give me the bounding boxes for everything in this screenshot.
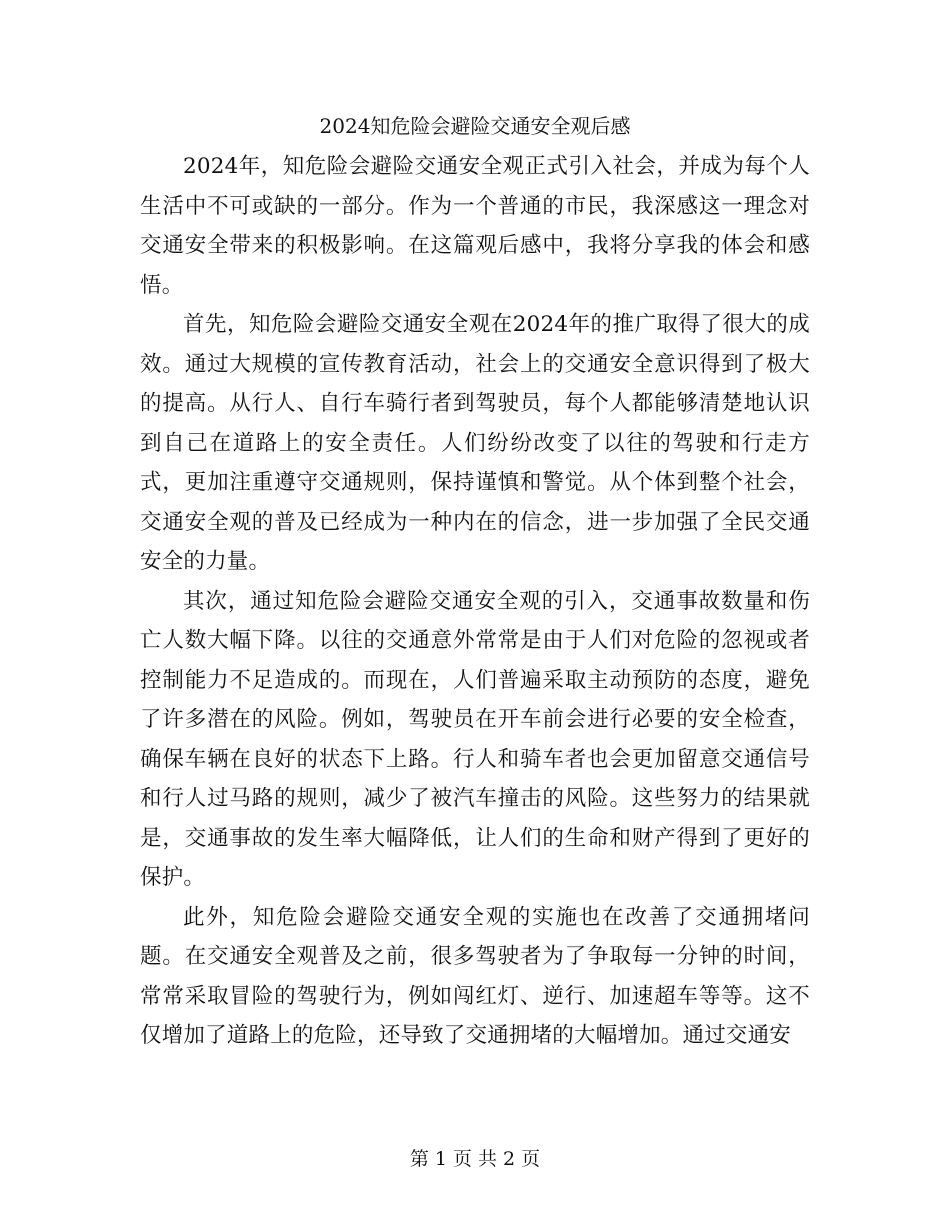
page-number-footer: 第 1 页 共 2 页: [409, 1148, 541, 1170]
paragraph-3: 其次，通过知危险会避险交通安全观的引入，交通事故数量和伤亡人数大幅下降。以往的交通意外常常是由于人们对危险的忽视或者控制能力不足造成的。而现在，人们普遍采取主动预防的态度，避免了许多潜在的风险。例如，驾驶员在开车前会进行必要的安全检查，确保车辆在良好的状态下上路。行人和骑车者也会更加留意交通信号和行人过马路的规则，减少了被汽车撞击的风险。这些努力的结果就是，交通事故的发生率大幅降低，让人们的生命和财产得到了更好的保护。: [140, 588, 810, 890]
document-body: [140, 147, 810, 1056]
document-title: 2024知危险会避险交通安全观后感: [319, 114, 631, 138]
paragraph-2: 首先，知危险会避险交通安全观在2024年的推广取得了很大的成效。通过大规模的宣传教育活动，社会上的交通安全意识得到了极大的提高。从行人、自行车骑行者到驾驶员，每个人都能够清楚地认识到自己在道路上的安全责任。人们纷纷改变了以往的驾驶和行走方式，更加注重遵守交通规则，保持谨慎和警觉。从个体到整个社会，交通安全观的普及已经成为一种内在的信念，进一步加强了全民交通安全的力量。: [140, 312, 810, 574]
paragraph-1: 2024年，知危险会避险交通安全观正式引入社会，并成为每个人生活中不可或缺的一部分。作为一个普通的市民，我深感这一理念对交通安全带来的积极影响。在这篇观后感中，我将分享我的体会和感悟。: [140, 154, 810, 298]
paragraph-4: 此外，知危险会避险交通安全观的实施也在改善了交通拥堵问题。在交通安全观普及之前，很多驾驶者为了争取每一分钟的时间，常常采取冒险的驾驶行为，例如闯红灯、逆行、加速超车等等。这不仅增加了道路上的危险，还导致了交通拥堵的大幅增加。通过交通安: [140, 904, 810, 1048]
